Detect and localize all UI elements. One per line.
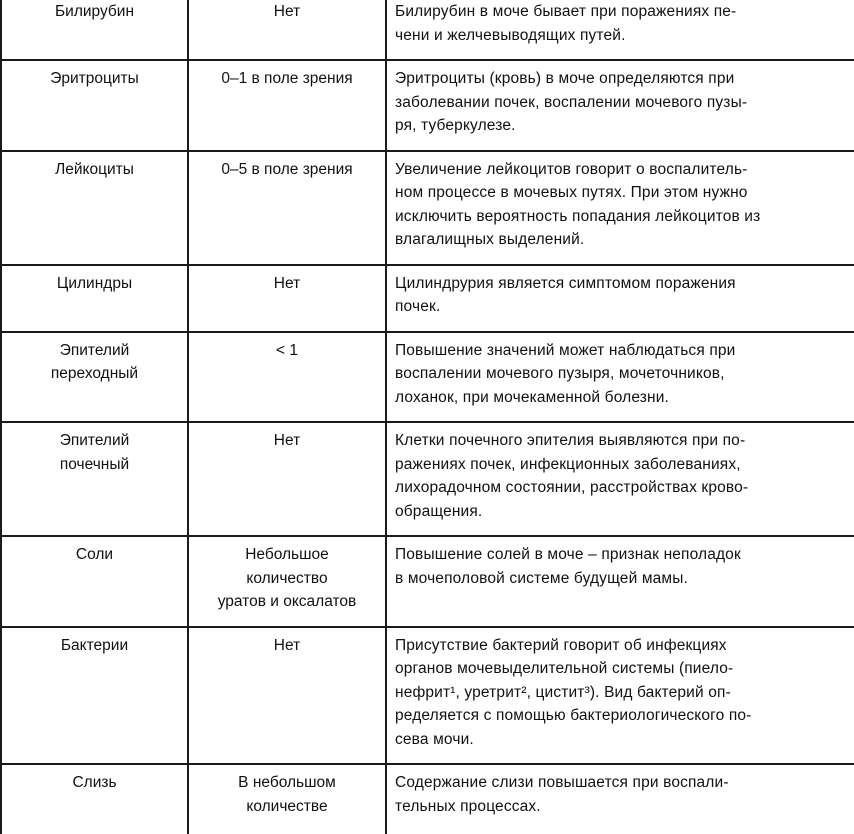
norm-value: 0–5 в поле зрения (188, 151, 386, 265)
norm-value: Нет (188, 627, 386, 765)
description: Билирубин в моче бывает при поражениях пе- чени и желчевыводящих путей. (386, 0, 854, 60)
table-row (1, 265, 854, 332)
table-row (1, 422, 854, 536)
indicator-name: Эпителий почечный (1, 422, 188, 536)
description: Повышение значений может наблюдаться при воспалении мочевого пузыря, мочеточников, лоханок, при мочекаменной болезни. (386, 332, 854, 423)
norm-value: Нет (188, 265, 386, 332)
norm-value: 0–1 в поле зрения (188, 60, 386, 151)
table-row (1, 764, 854, 834)
norm-value: Нет (188, 0, 386, 60)
table-row (1, 536, 854, 627)
indicator-name: Соли (1, 536, 188, 627)
table-row (1, 151, 854, 265)
indicator-name: Цилиндры (1, 265, 188, 332)
table-row (1, 332, 854, 423)
description: Увеличение лейкоцитов говорит о воспалитель- ном процессе в мочевых путях. При этом нужно исключить вероятность попадания лейкоцитов из влагалищных выделений. (386, 151, 854, 265)
indicator-name: Эритроциты (1, 60, 188, 151)
description: Эритроциты (кровь) в моче определяются при заболевании почек, воспалении мочевого пузы- ря, туберкулезе. (386, 60, 854, 151)
norm-value: < 1 (188, 332, 386, 423)
norm-value: Небольшое количество уратов и оксалатов (188, 536, 386, 627)
indicator-name: Билирубин (1, 0, 188, 60)
table-row (1, 60, 854, 151)
norm-value: В небольшом количестве (188, 764, 386, 834)
indicator-name: Слизь (1, 764, 188, 834)
indicator-name: Эпителий переходный (1, 332, 188, 423)
description: Цилиндрурия является симптомом поражения почек. (386, 265, 854, 332)
description: Клетки почечного эпителия выявляются при по- ражениях почек, инфекционных заболеваниях, лихорадочном состоянии, расстройствах крово- обращения. (386, 422, 854, 536)
indicator-name: Бактерии (1, 627, 188, 765)
description: Содержание слизи повышается при воспали- тельных процессах. (386, 764, 854, 834)
description: Присутствие бактерий говорит об инфекциях органов мочевыделительной системы (пиело- нефрит¹, уретрит², цистит³). Вид бактерий оп- ределяется с помощью бактериологического по- сева мочи. (386, 627, 854, 765)
description: Повышение солей в моче – признак неполадок в мочеполовой системе будущей мамы. (386, 536, 854, 627)
norm-value: Нет (188, 422, 386, 536)
indicator-name: Лейкоциты (1, 151, 188, 265)
table-row (1, 0, 854, 60)
table-row (1, 627, 854, 765)
